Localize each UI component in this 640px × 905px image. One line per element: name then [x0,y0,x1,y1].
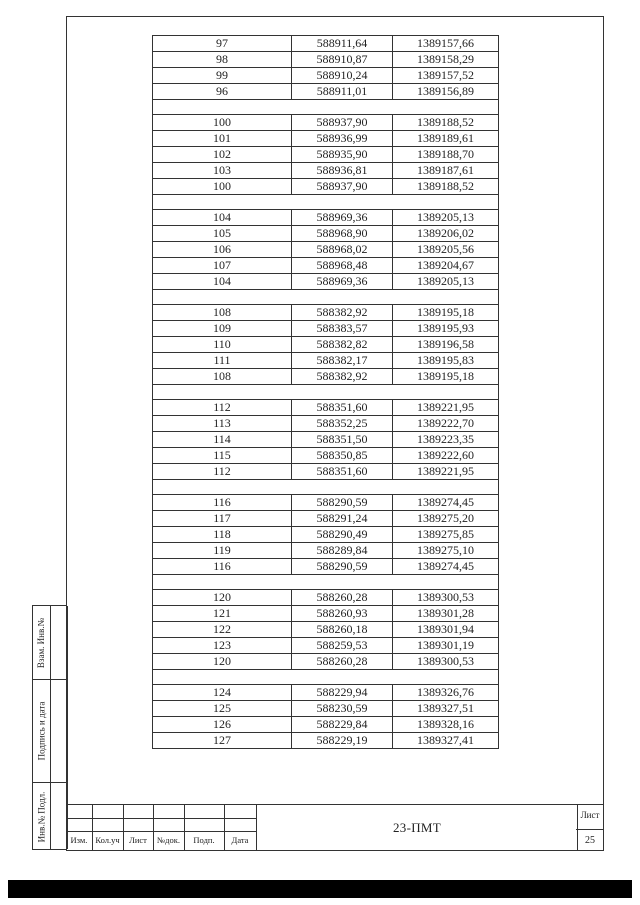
table-row [153,147,499,163]
point-number: 126 [153,717,292,733]
point-number: 115 [153,448,292,464]
x-coordinate: 588260,28 [292,654,393,670]
x-coordinate: 588290,49 [292,527,393,543]
point-number: 104 [153,274,292,290]
y-coordinate: 1389274,45 [393,559,499,575]
sheet-box [576,805,604,851]
table-row [153,163,499,179]
point-number: 114 [153,432,292,448]
x-coordinate: 588910,87 [292,52,393,68]
point-number: 116 [153,495,292,511]
table-row [153,210,499,226]
table-row [153,638,499,654]
y-coordinate: 1389328,16 [393,717,499,733]
x-coordinate: 588968,48 [292,258,393,274]
point-number: 105 [153,226,292,242]
x-coordinate: 588229,94 [292,685,393,701]
point-number: 123 [153,638,292,654]
x-coordinate: 588351,60 [292,400,393,416]
point-number: 109 [153,321,292,337]
y-coordinate: 1389221,95 [393,400,499,416]
table-row [153,685,499,701]
point-number: 98 [153,52,292,68]
y-coordinate: 1389188,52 [393,115,499,131]
x-coordinate: 588260,93 [292,606,393,622]
x-coordinate: 588230,59 [292,701,393,717]
x-coordinate: 588289,84 [292,543,393,559]
y-coordinate: 1389301,28 [393,606,499,622]
y-coordinate: 1389206,02 [393,226,499,242]
point-number: 124 [153,685,292,701]
rev-label-list: Лист [129,835,147,845]
point-number: 122 [153,622,292,638]
document-code: 23-ПМТ [256,805,578,851]
x-coordinate: 588910,24 [292,68,393,84]
x-coordinate: 588936,99 [292,131,393,147]
point-number: 104 [153,210,292,226]
table-row [153,432,499,448]
point-number: 108 [153,305,292,321]
group-separator-row [153,480,499,495]
group-separator-row [153,290,499,305]
y-coordinate: 1389222,70 [393,416,499,432]
table-row [153,717,499,733]
y-coordinate: 1389300,53 [393,590,499,606]
y-coordinate: 1389327,41 [393,733,499,749]
group-separator-row [153,195,499,210]
point-number: 113 [153,416,292,432]
x-coordinate: 588383,57 [292,321,393,337]
table-row [153,733,499,749]
x-coordinate: 588290,59 [292,559,393,575]
point-number: 100 [153,179,292,195]
point-number: 101 [153,131,292,147]
title-block [66,804,604,851]
x-coordinate: 588351,50 [292,432,393,448]
table-row [153,543,499,559]
y-coordinate: 1389156,89 [393,84,499,100]
point-number: 127 [153,733,292,749]
y-coordinate: 1389300,53 [393,654,499,670]
y-coordinate: 1389195,18 [393,369,499,385]
group-separator-row [153,100,499,115]
table-row [153,527,499,543]
x-coordinate: 588935,90 [292,147,393,163]
rev-label-kol: Кол.уч [95,835,120,845]
point-number: 120 [153,654,292,670]
point-number: 108 [153,369,292,385]
table-row [153,337,499,353]
y-coordinate: 1389221,95 [393,464,499,480]
table-row [153,654,499,670]
x-coordinate: 588291,24 [292,511,393,527]
y-coordinate: 1389301,19 [393,638,499,654]
x-coordinate: 588969,36 [292,210,393,226]
point-number: 96 [153,84,292,100]
inv-original-label: Инв.№ Подл. [36,791,47,842]
table-row [153,36,499,52]
table-row [153,353,499,369]
table-row [153,448,499,464]
point-number: 118 [153,527,292,543]
table-row [153,115,499,131]
rev-label-izm: Изм. [70,835,88,845]
x-coordinate: 588382,17 [292,353,393,369]
y-coordinate: 1389195,18 [393,305,499,321]
x-coordinate: 588260,28 [292,590,393,606]
point-number: 102 [153,147,292,163]
point-number: 112 [153,464,292,480]
x-coordinate: 588290,59 [292,495,393,511]
x-coordinate: 588229,19 [292,733,393,749]
x-coordinate: 588382,82 [292,337,393,353]
group-separator-row [153,575,499,590]
point-number: 120 [153,590,292,606]
point-number: 107 [153,258,292,274]
table-row [153,226,499,242]
signature-date-label: Подпись и дата [36,701,47,760]
x-coordinate: 588968,02 [292,242,393,258]
y-coordinate: 1389188,70 [393,147,499,163]
table-row [153,511,499,527]
table-row [153,131,499,147]
y-coordinate: 1389195,93 [393,321,499,337]
y-coordinate: 1389196,58 [393,337,499,353]
y-coordinate: 1389223,35 [393,432,499,448]
table-row [153,84,499,100]
point-number: 111 [153,353,292,369]
table-row [153,701,499,717]
rev-label-data: Дата [231,835,249,845]
x-coordinate: 588937,90 [292,179,393,195]
table-row [153,242,499,258]
point-number: 103 [153,163,292,179]
sheet-number: 25 [576,829,604,852]
y-coordinate: 1389205,13 [393,210,499,226]
y-coordinate: 1389301,94 [393,622,499,638]
x-coordinate: 588911,64 [292,36,393,52]
y-coordinate: 1389157,66 [393,36,499,52]
table-row [153,369,499,385]
y-coordinate: 1389275,10 [393,543,499,559]
x-coordinate: 588259,53 [292,638,393,654]
y-coordinate: 1389275,85 [393,527,499,543]
point-number: 112 [153,400,292,416]
table-row [153,559,499,575]
scan-bottom-bar [8,880,632,898]
x-coordinate: 588936,81 [292,163,393,179]
x-coordinate: 588968,90 [292,226,393,242]
table-row [153,622,499,638]
point-number: 97 [153,36,292,52]
x-coordinate: 588350,85 [292,448,393,464]
y-coordinate: 1389222,60 [393,448,499,464]
table-row [153,400,499,416]
y-coordinate: 1389158,29 [393,52,499,68]
y-coordinate: 1389274,45 [393,495,499,511]
x-coordinate: 588260,18 [292,622,393,638]
y-coordinate: 1389205,56 [393,242,499,258]
point-number: 106 [153,242,292,258]
table-row [153,258,499,274]
y-coordinate: 1389204,67 [393,258,499,274]
table-row [153,606,499,622]
y-coordinate: 1389275,20 [393,511,499,527]
x-coordinate: 588969,36 [292,274,393,290]
sheet-label: Лист [580,810,600,820]
point-number: 121 [153,606,292,622]
x-coordinate: 588351,60 [292,464,393,480]
table-row [153,68,499,84]
x-coordinate: 588382,92 [292,369,393,385]
table-row [153,305,499,321]
table-row [153,416,499,432]
table-row [153,52,499,68]
group-separator-row [153,385,499,400]
vzam-inv-label: Взам. Инв.№ [36,617,47,668]
y-coordinate: 1389195,83 [393,353,499,369]
rev-label-podp: Подп. [193,835,215,845]
table-row [153,464,499,480]
point-number: 125 [153,701,292,717]
y-coordinate: 1389188,52 [393,179,499,195]
table-row [153,274,499,290]
point-number: 119 [153,543,292,559]
point-number: 110 [153,337,292,353]
point-number: 99 [153,68,292,84]
y-coordinate: 1389326,76 [393,685,499,701]
point-number: 100 [153,115,292,131]
group-separator-row [153,670,499,685]
point-number: 116 [153,559,292,575]
table-row [153,495,499,511]
y-coordinate: 1389187,61 [393,163,499,179]
x-coordinate: 588937,90 [292,115,393,131]
y-coordinate: 1389327,51 [393,701,499,717]
x-coordinate: 588229,84 [292,717,393,733]
x-coordinate: 588382,92 [292,305,393,321]
y-coordinate: 1389205,13 [393,274,499,290]
x-coordinate: 588352,25 [292,416,393,432]
y-coordinate: 1389189,61 [393,131,499,147]
point-number: 117 [153,511,292,527]
x-coordinate: 588911,01 [292,84,393,100]
table-row [153,590,499,606]
coordinates-table [152,35,499,749]
side-stamp [32,605,66,850]
table-row [153,179,499,195]
y-coordinate: 1389157,52 [393,68,499,84]
revision-grid [66,805,256,851]
table-row [153,321,499,337]
rev-label-ndok: №док. [157,835,180,845]
